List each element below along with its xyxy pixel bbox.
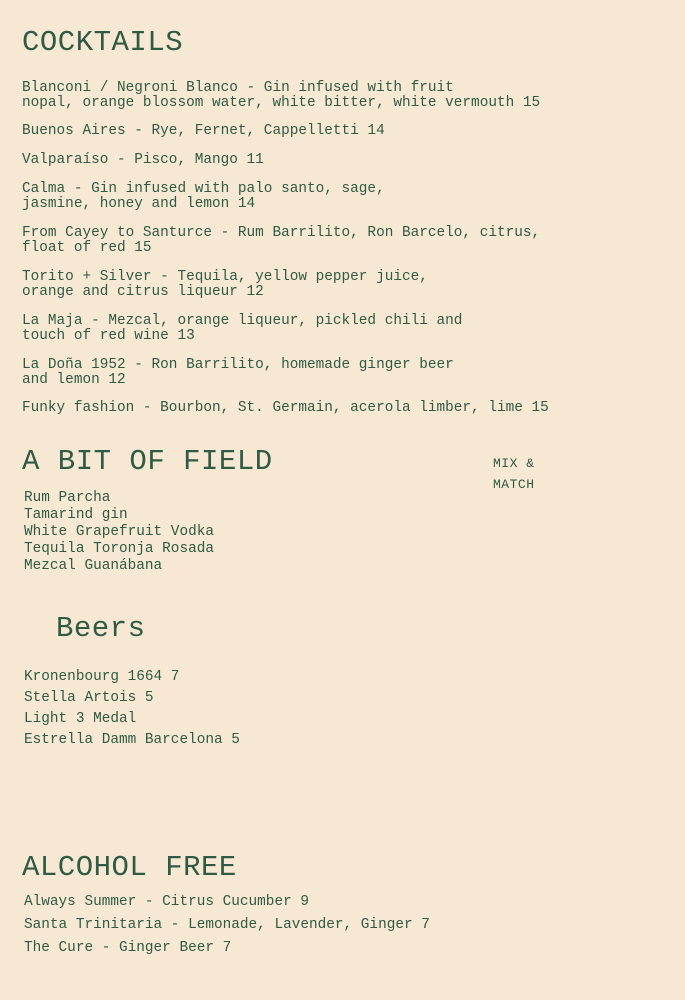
field-item: Mezcal Guanábana	[24, 558, 163, 574]
field-item: Rum Parcha	[24, 490, 111, 506]
alcohol-free-item: The Cure - Ginger Beer 7	[24, 940, 232, 956]
beer-item: Estrella Damm Barcelona 5	[24, 732, 240, 748]
cocktail-item: Calma - Gin infused with palo santo, sage, jasmine, honey and lemon 14	[22, 181, 385, 212]
field-item: Tamarind gin	[24, 507, 128, 523]
cocktail-item: La Maja - Mezcal, orange liqueur, pickled chili and touch of red wine 13	[22, 313, 463, 344]
cocktail-item: From Cayey to Santurce - Rum Barrilito, Ron Barcelo, citrus, float of red 15	[22, 225, 541, 256]
cocktail-item: Funky fashion - Bourbon, St. Germain, acerola limber, lime 15	[22, 400, 549, 416]
beers-heading: Beers	[56, 612, 146, 645]
alcohol-free-item: Always Summer - Citrus Cucumber 9	[24, 894, 309, 910]
mix-and-match-note: MIX & MATCH	[493, 456, 535, 492]
beer-item: Kronenbourg 1664 7	[24, 669, 180, 685]
cocktail-item: La Doña 1952 - Ron Barrilito, homemade ginger beer and lemon 12	[22, 357, 454, 388]
beer-item: Light 3 Medal	[24, 711, 137, 727]
cocktail-item: Blanconi / Negroni Blanco - Gin infused with fruit nopal, orange blossom water, white bitter, white vermouth 15	[22, 80, 541, 111]
beer-list	[24, 667, 240, 751]
cocktails-heading: COCKTAILS	[22, 26, 184, 59]
alcohol-free-item: Santa Trinitaria - Lemonade, Lavender, Ginger 7	[24, 917, 430, 933]
alcohol-free-heading: ALCOHOL FREE	[22, 851, 237, 884]
field-list	[24, 490, 214, 575]
alcohol-free-list	[24, 891, 430, 960]
cocktail-item: Buenos Aires - Rye, Fernet, Cappelletti 14	[22, 123, 385, 139]
field-heading: A BIT OF FIELD	[22, 445, 273, 478]
field-item: White Grapefruit Vodka	[24, 524, 214, 540]
cocktail-item: Valparaíso - Pisco, Mango 11	[22, 152, 264, 168]
beer-item: Stella Artois 5	[24, 690, 154, 706]
cocktail-item: Torito + Silver - Tequila, yellow pepper juice, orange and citrus liqueur 12	[22, 269, 428, 300]
field-item: Tequila Toronja Rosada	[24, 541, 214, 557]
